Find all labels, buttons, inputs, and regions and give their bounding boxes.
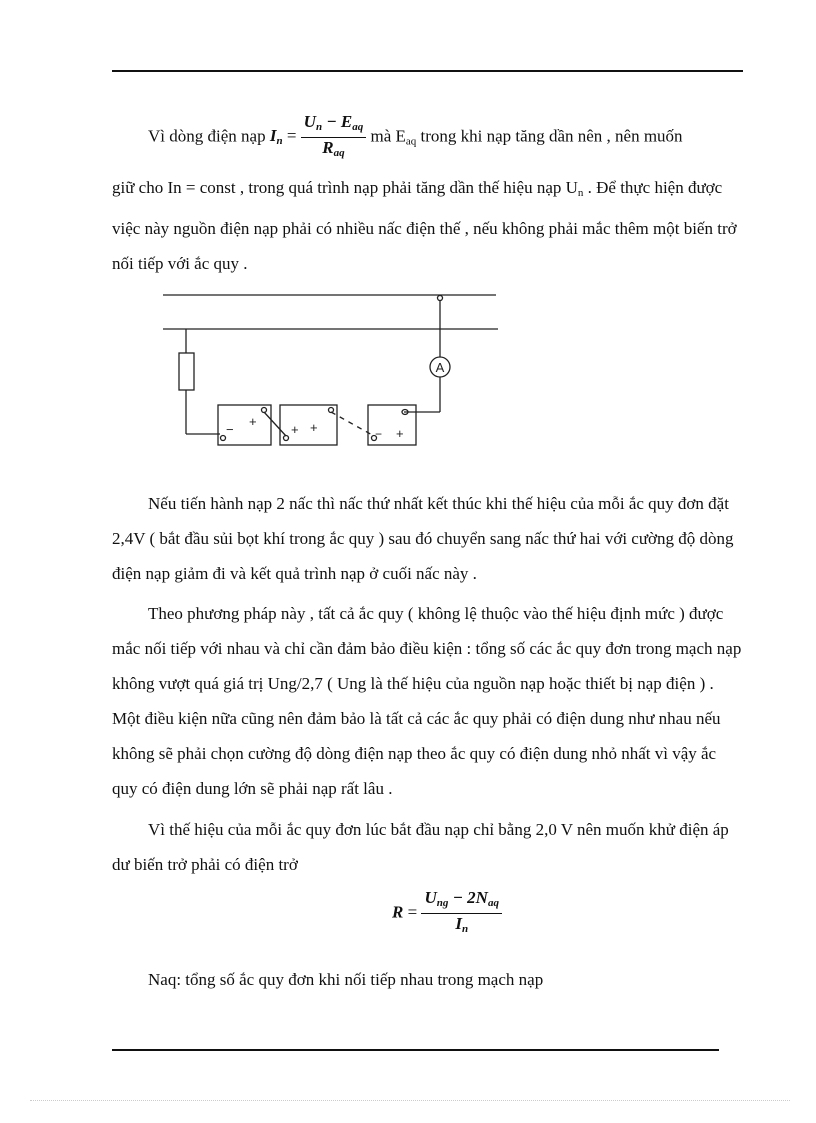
- p1-lead: Vì dòng điện nạp: [148, 126, 266, 146]
- paragraph-3: [112, 596, 742, 806]
- f1-den: R: [322, 138, 334, 157]
- f1-num-a: U: [303, 112, 316, 131]
- f2-numerator: [421, 888, 502, 914]
- f2-lhs: R: [392, 902, 404, 922]
- formula-1: [269, 112, 371, 159]
- cell1-minus-label: −: [226, 422, 234, 437]
- formula-2: [392, 888, 502, 939]
- cell1-neg-terminal: [221, 436, 226, 441]
- f2-eq: =: [407, 902, 418, 922]
- f2-minus: −: [452, 888, 463, 907]
- f1-num-b: E: [340, 112, 353, 131]
- cell2-terminal-b: [329, 408, 334, 413]
- p2-text: Nếu tiến hành nạp 2 nấc thì nấc thứ nhất kết thúc khi thế hiệu của mỗi ắc quy đơn đặt 2,4V ( bắt đầu sủi bọt khí trong ắc quy ) sau đó chuyển sang nấc thứ hai với cường độ dòng điện nạp giảm đi và kết quả trình nạp ở cuối nấc này .: [112, 494, 734, 583]
- f2-num-b-sub: aq: [487, 897, 499, 909]
- p1-mid-sub: aq: [405, 135, 417, 148]
- f2-fraction: [421, 888, 502, 939]
- f2-den-sub: n: [461, 923, 469, 935]
- f1-num-b-sub: aq: [352, 121, 364, 133]
- p1-line2-post: . Để thực hiện được việc này nguồn điện nạp phải có nhiều nấc điện thế , nếu không phải mắc thêm một biến trở nối tiếp với ắc quy .: [112, 178, 737, 273]
- footer-rule: [112, 1049, 719, 1051]
- f1-num-a-sub: n: [315, 121, 323, 133]
- p1-tail: trong khi nạp tăng dần nên , nên muốn: [420, 126, 683, 146]
- f1-minus: −: [326, 112, 337, 131]
- rheostat-resistor: [179, 353, 194, 390]
- paragraph-1-continuation: [112, 170, 742, 281]
- f1-lhs-sub: n: [276, 135, 283, 148]
- right-terminal-node: [438, 296, 443, 301]
- header-rule: [112, 70, 743, 72]
- ammeter-label: A: [435, 360, 445, 375]
- p1-line2-pre: giữ cho In = const , trong quá trình nạp phải tăng dần thế hiệu nạp U: [112, 178, 578, 197]
- charging-circuit-diagram: [160, 287, 505, 452]
- cell1-plus-label: +: [249, 414, 257, 429]
- p4-text: Vì thế hiệu của mỗi ắc quy đơn lúc bắt đầu nạp chỉ bằng 2,0 V nên muốn khử điện áp dư biến trở phải có điện trở: [112, 820, 729, 874]
- cell2-plus-label-a: +: [291, 422, 299, 437]
- p3-text: Theo phương pháp này , tất cả ắc quy ( không lệ thuộc vào thế hiệu định mức ) được mắc nối tiếp với nhau và chỉ cần đảm bảo điều kiện : tổng số các ắc quy đơn trong mạch nạp không vượt quá giá trị Ung/2,7 ( Ung là thế hiệu của nguồn nạp hoặc thiết bị nạp điện ) . Một điều kiện nữa cũng nên đảm bảo là tất cả các ắc quy phải có điện dung như nhau nếu không sẽ phải chọn cường độ dòng điện nạp theo ắc quy có điện dung nhỏ nhất vì vậy ắc quy có điện dung lớn sẽ phải nạp rất lâu .: [112, 604, 742, 798]
- page-edge-dotted-line: [30, 1100, 790, 1101]
- paragraph-2: [112, 486, 742, 591]
- cell1-pos-terminal: [262, 408, 267, 413]
- p5-text: Naq: tổng số ắc quy đơn khi nối tiếp nhau trong mạch nạp: [148, 970, 544, 989]
- f2-num-b: 2N: [467, 888, 488, 907]
- paragraph-4: [112, 812, 742, 882]
- paragraph-1-line-1: [112, 112, 742, 163]
- cell2-terminal-a: [284, 436, 289, 441]
- f1-eq: =: [286, 126, 297, 146]
- cell3-plus-label: +: [396, 426, 404, 441]
- p1-line2-sub: n: [577, 187, 584, 199]
- paragraph-5: [112, 962, 742, 997]
- f1-den-sub: aq: [333, 147, 345, 159]
- f1-lhs: I: [269, 126, 277, 146]
- f2-num-a-sub: ng: [436, 897, 449, 909]
- f1-fraction: [301, 112, 367, 163]
- f2-num-a: U: [424, 888, 437, 907]
- cell2-plus-label-b: +: [310, 420, 318, 435]
- p1-mid: mà E: [370, 126, 406, 146]
- f2-denominator: [421, 914, 502, 939]
- f2-den: I: [455, 914, 462, 933]
- f1-numerator: [301, 112, 367, 138]
- cell3-minus-label: −: [375, 427, 383, 441]
- cell1-to-cell2-link: [264, 412, 286, 436]
- f1-denominator: [301, 138, 367, 163]
